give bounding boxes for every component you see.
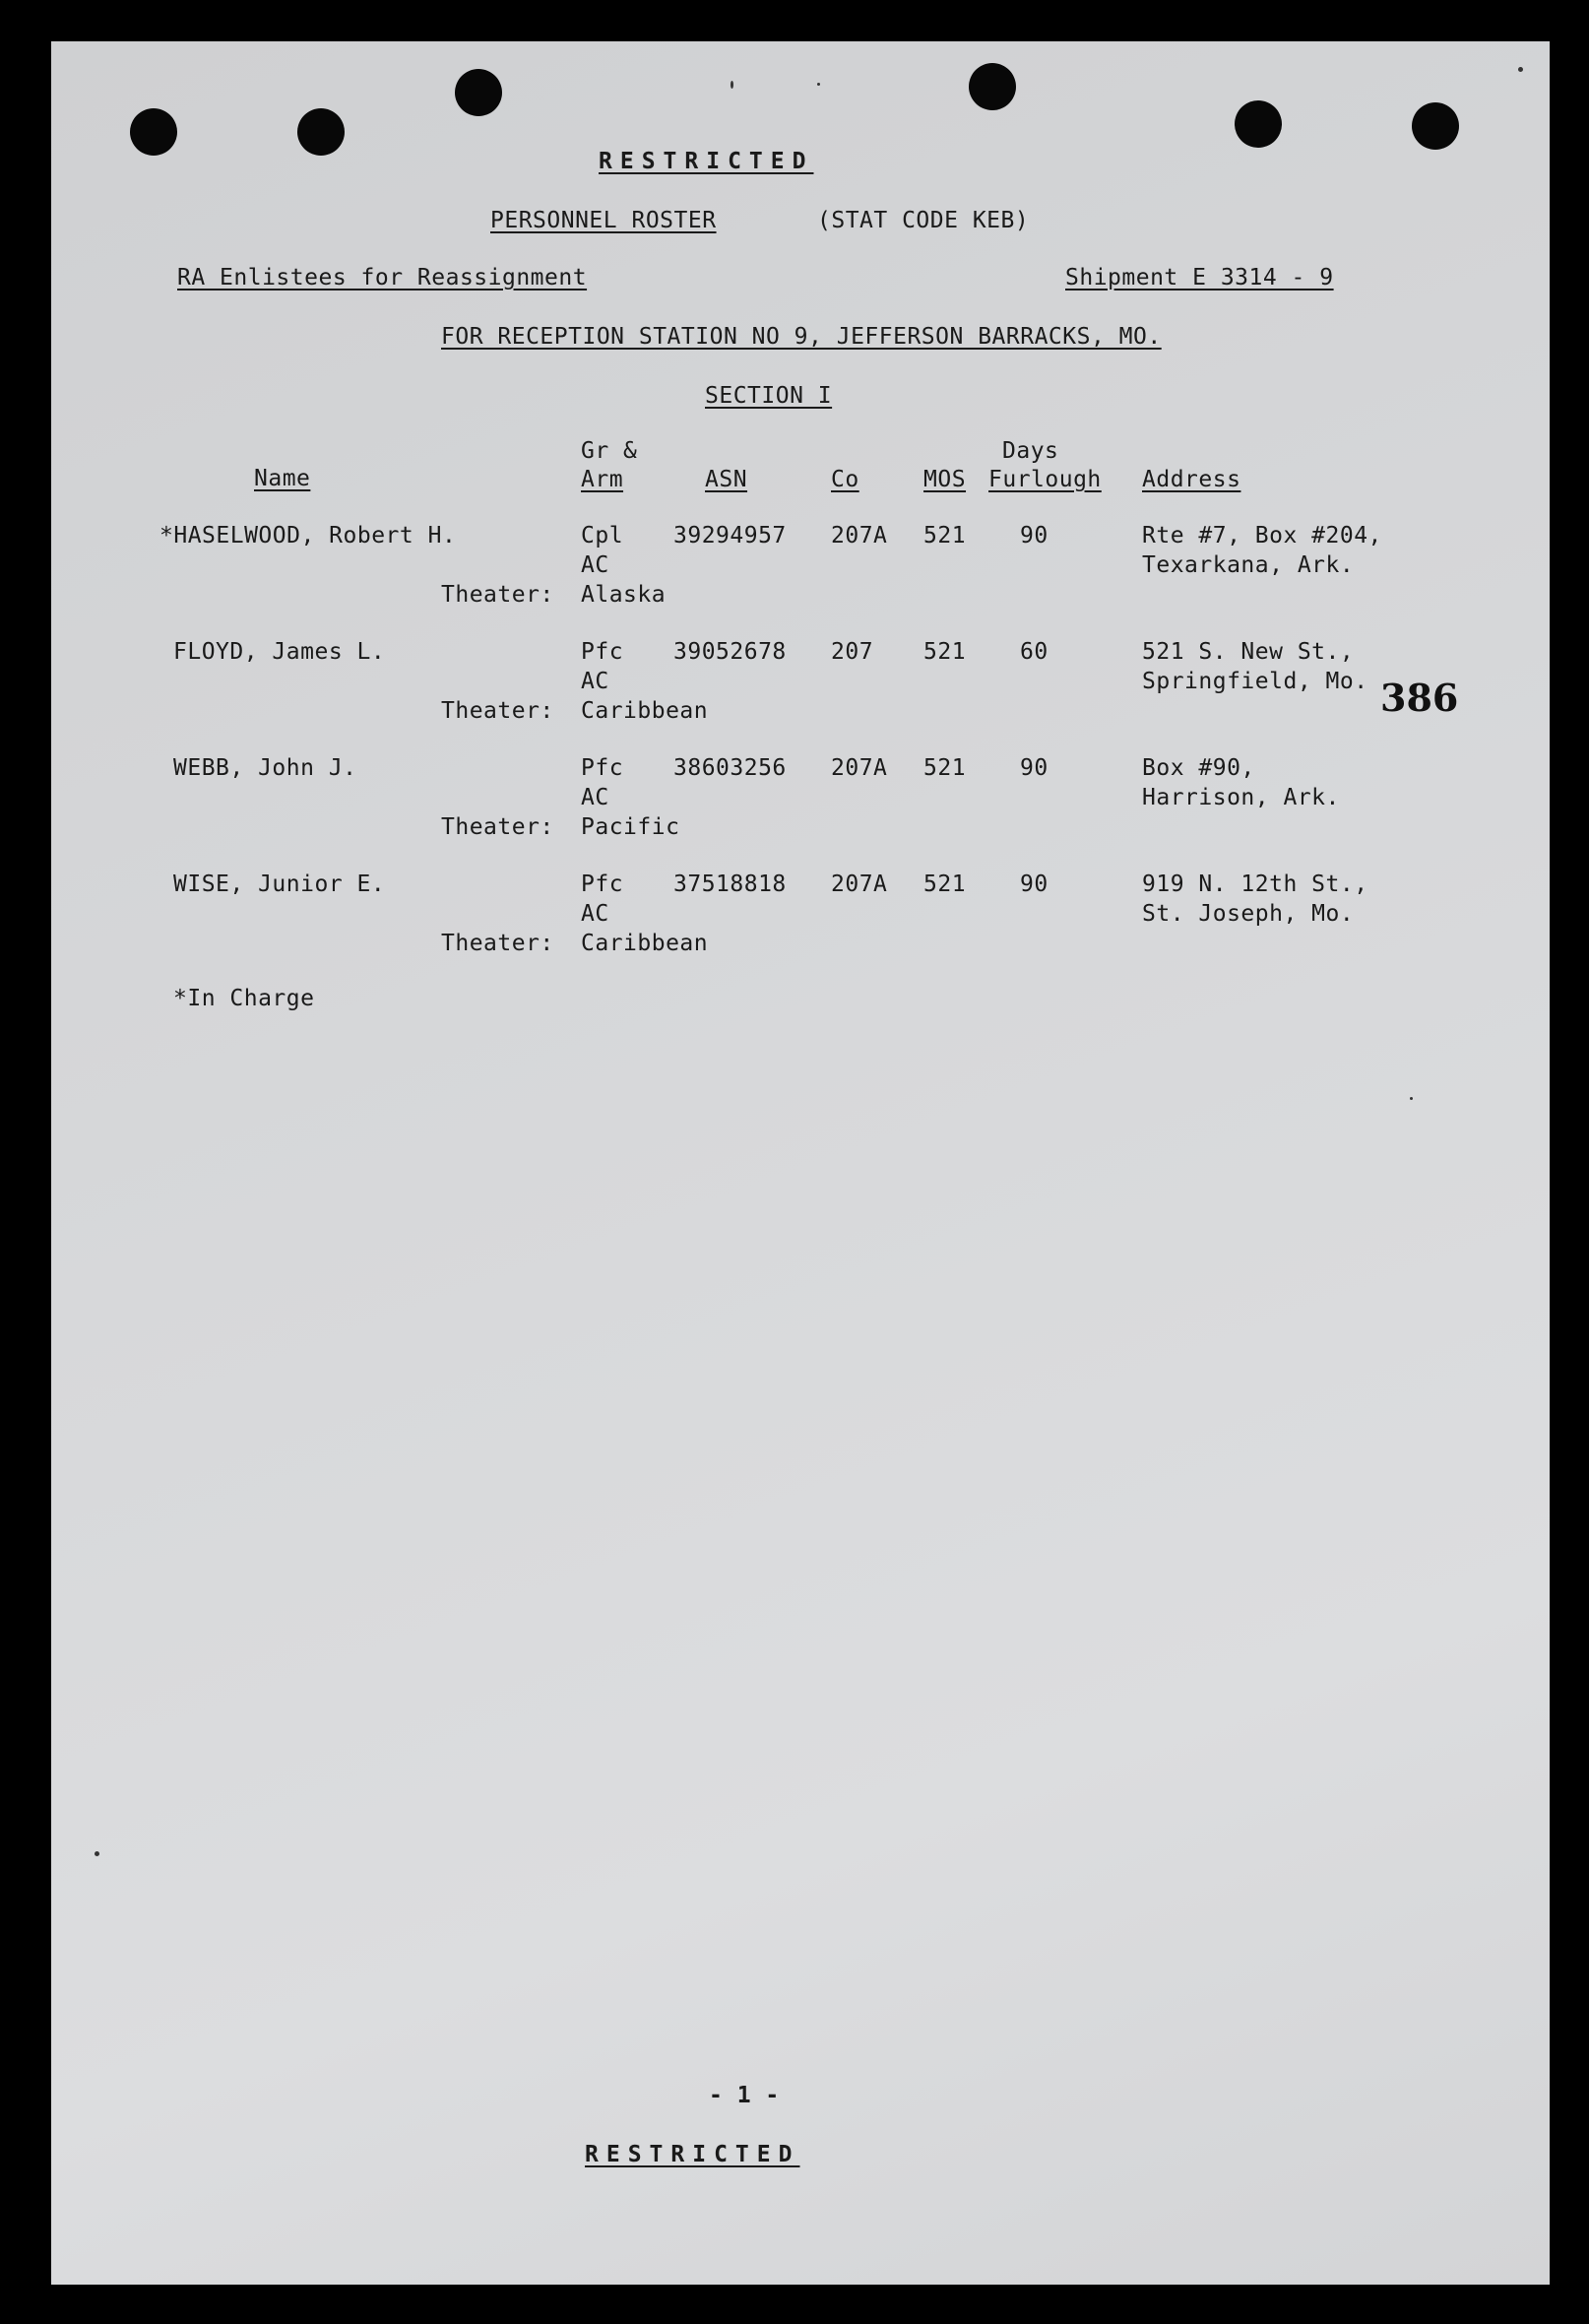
entry-co: 207 — [831, 639, 874, 665]
document-sheet — [51, 41, 1550, 2285]
entry-grade: Pfc — [581, 755, 624, 781]
entry-address-line2: St. Joseph, Mo. — [1142, 901, 1355, 927]
entry-mos: 521 — [923, 872, 967, 897]
entry-days: 60 — [1020, 639, 1049, 665]
entry-name: WEBB, John J. — [173, 755, 357, 781]
entry-co: 207A — [831, 755, 888, 781]
column-header-co: Co — [831, 467, 859, 492]
column-header-days-top: Days — [1002, 438, 1059, 464]
binder-hole — [1412, 102, 1459, 150]
entry-grade: Cpl — [581, 523, 624, 549]
page-number: - 1 - — [709, 2083, 780, 2108]
entry-address-line1: 919 N. 12th St., — [1142, 872, 1368, 897]
column-header-grade-bottom: Arm — [581, 467, 624, 492]
entry-arm: AC — [581, 669, 609, 694]
restricted-footer: RESTRICTED — [585, 2142, 800, 2167]
column-header-days-bottom: Furlough — [988, 467, 1102, 492]
entry-name: FLOYD, James L. — [173, 639, 386, 665]
theater-label: Theater: — [441, 931, 554, 956]
entry-address-line2: Harrison, Ark. — [1142, 785, 1340, 810]
entry-asn: 38603256 — [673, 755, 787, 781]
entry-mos: 521 — [923, 755, 967, 781]
destination-line: FOR RECEPTION STATION NO 9, JEFFERSON BARRACKS, MO. — [441, 324, 1162, 350]
entry-address-line1: Box #90, — [1142, 755, 1255, 781]
entry-asn: 39052678 — [673, 639, 787, 665]
entry-arm: AC — [581, 552, 609, 578]
theater-label: Theater: — [441, 698, 554, 724]
theater-label: Theater: — [441, 814, 554, 840]
shipment-number: Shipment E 3314 - 9 — [1065, 265, 1334, 290]
column-header-asn: ASN — [705, 467, 748, 492]
entry-arm: AC — [581, 785, 609, 810]
entry-arm: AC — [581, 901, 609, 927]
roster-title: PERSONNEL ROSTER — [490, 208, 717, 233]
section-title: SECTION I — [705, 383, 833, 409]
theater-label: Theater: — [441, 582, 554, 608]
binder-hole — [969, 63, 1016, 110]
entry-theater: Pacific — [581, 814, 680, 840]
entry-co: 207A — [831, 523, 888, 549]
stamped-page-number: 386 — [1380, 676, 1459, 720]
entry-mos: 521 — [923, 523, 967, 549]
entry-name: WISE, Junior E. — [173, 872, 386, 897]
binder-hole — [455, 69, 502, 116]
column-header-mos: MOS — [923, 467, 967, 492]
group-title: RA Enlistees for Reassignment — [177, 265, 588, 290]
entry-grade: Pfc — [581, 639, 624, 665]
entry-days: 90 — [1020, 755, 1049, 781]
binder-hole — [130, 108, 177, 156]
entry-grade: Pfc — [581, 872, 624, 897]
entry-days: 90 — [1020, 872, 1049, 897]
entry-asn: 39294957 — [673, 523, 787, 549]
stat-code: (STAT CODE KEB) — [817, 208, 1030, 233]
entry-address-line2: Springfield, Mo. — [1142, 669, 1368, 694]
binder-hole — [297, 108, 345, 156]
entry-address-line1: 521 S. New St., — [1142, 639, 1355, 665]
column-header-address: Address — [1142, 467, 1241, 492]
entry-theater: Caribbean — [581, 698, 709, 724]
column-header-grade-top: Gr & — [581, 438, 638, 464]
column-header-name: Name — [254, 466, 311, 491]
entry-theater: Caribbean — [581, 931, 709, 956]
restricted-header: RESTRICTED — [599, 149, 814, 174]
entry-co: 207A — [831, 872, 888, 897]
footnote-in-charge: *In Charge — [173, 986, 315, 1011]
entry-days: 90 — [1020, 523, 1049, 549]
entry-address-line1: Rte #7, Box #204, — [1142, 523, 1382, 549]
entry-theater: Alaska — [581, 582, 667, 608]
entry-name: *HASELWOOD, Robert H. — [159, 523, 457, 549]
entry-asn: 37518818 — [673, 872, 787, 897]
entry-mos: 521 — [923, 639, 967, 665]
binder-hole — [1235, 100, 1282, 148]
entry-address-line2: Texarkana, Ark. — [1142, 552, 1355, 578]
